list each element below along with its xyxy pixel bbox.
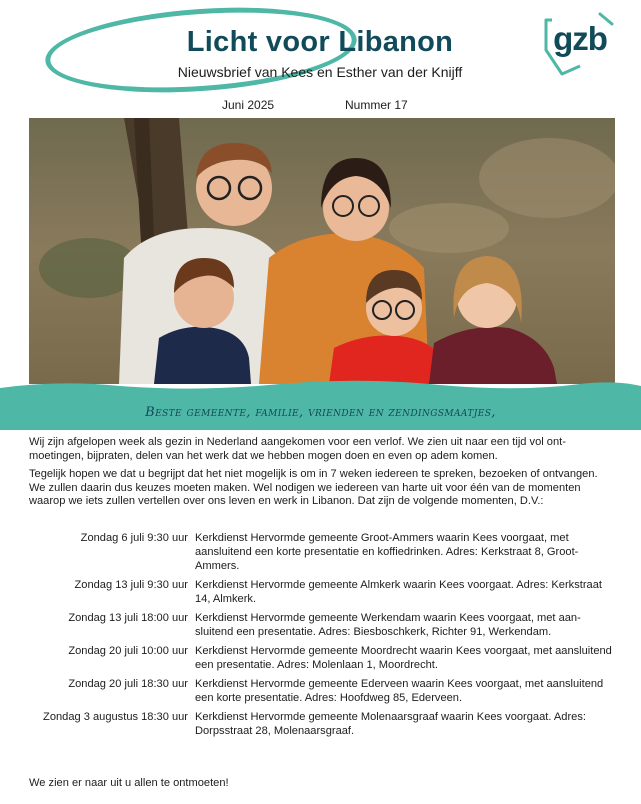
event-item	[29, 644, 613, 672]
event-item	[29, 531, 613, 573]
intro-paragraph-1: Wij zijn afgelopen week als gezin in Nederland aangekomen voor een verlof. We zien uit naar een tijd vol ontmoetingen, bijpraten, delen van het werk dat we hebben mogen doen en even op adem komen.	[29, 436, 566, 462]
greeting-line: Beste gemeente, familie, vrienden en zendingsmaatjes,	[145, 405, 496, 420]
event-list	[29, 531, 613, 743]
event-description: Kerkdienst Hervormde gemeente Groot-Ammers waarin Kees voorgaat, met aansluitend een korte presentatie en koffiedrinken. Adres: Kerkstraat 8, Groot-Ammers.	[195, 532, 579, 572]
event-description: Kerkdienst Hervormde gemeente Molenaarsgraaf waarin Kees voorgaat. Adres: Dorpsstraat 28, Molenaarsgraaf.	[195, 711, 586, 737]
event-item	[29, 710, 613, 738]
newsletter-title: Licht voor Libanon	[186, 26, 454, 58]
issue-number: Nummer 17	[345, 98, 408, 112]
gzb-logo-text: gzb	[553, 20, 607, 57]
event-when: Zondag 3 augustus 18:30 uur	[43, 711, 188, 723]
event-description: Kerkdienst Hervormde gemeente Moordrecht waarin Kees voorgaat, met aansluitend een presentatie. Adres: Molenlaan 1, Moordrecht.	[195, 645, 612, 671]
gzb-logo	[540, 10, 620, 76]
event-item	[29, 611, 613, 639]
intro-paragraphs	[29, 436, 613, 514]
teal-wave-band	[0, 378, 641, 430]
event-description: Kerkdienst Hervormde gemeente Werkendam waarin Kees voorgaat, met aansluitend een presentatie. Adres: Biesboschkerk, Richter 91, Werkendam.	[195, 612, 581, 638]
event-item	[29, 578, 613, 606]
closing-line: We zien er naar uit u allen te ontmoeten!	[29, 777, 229, 789]
event-description: Kerkdienst Hervormde gemeente Almkerk waarin Kees voorgaat. Adres: Kerkstraat 14, Almkerk.	[195, 579, 602, 605]
event-when: Zondag 6 juli 9:30 uur	[80, 532, 188, 544]
family-photo	[29, 118, 615, 384]
event-description: Kerkdienst Hervormde gemeente Ederveen waarin Kees voorgaat, met aansluitend een korte presentatie. Adres: Hoofdweg 85, Ederveen.	[195, 678, 604, 704]
intro-paragraph-2: Tegelijk hopen we dat u begrijpt dat het niet mogelijk is om in 7 weken iedereen te spreken, bezoeken of ontvangen. We zullen daarin dus keuzes moeten maken. Wel nodigen we iedereen van harte uit voor één van de momenten waarop we iets zullen vertellen over ons leven en werk in Libanon. Dat zijn de volgende momenten, D.V.:	[29, 468, 598, 508]
issue-date: Juni 2025	[222, 98, 275, 112]
newsletter-header	[0, 0, 641, 118]
event-when: Zondag 20 juli 10:00 uur	[68, 645, 188, 657]
newsletter-subtitle: Nieuwsbrief van Kees en Esther van der Knijff	[177, 64, 463, 80]
event-when: Zondag 20 juli 18:30 uur	[68, 678, 188, 690]
event-item	[29, 677, 613, 705]
event-when: Zondag 13 juli 18:00 uur	[68, 612, 188, 624]
event-when: Zondag 13 juli 9:30 uur	[74, 579, 188, 591]
